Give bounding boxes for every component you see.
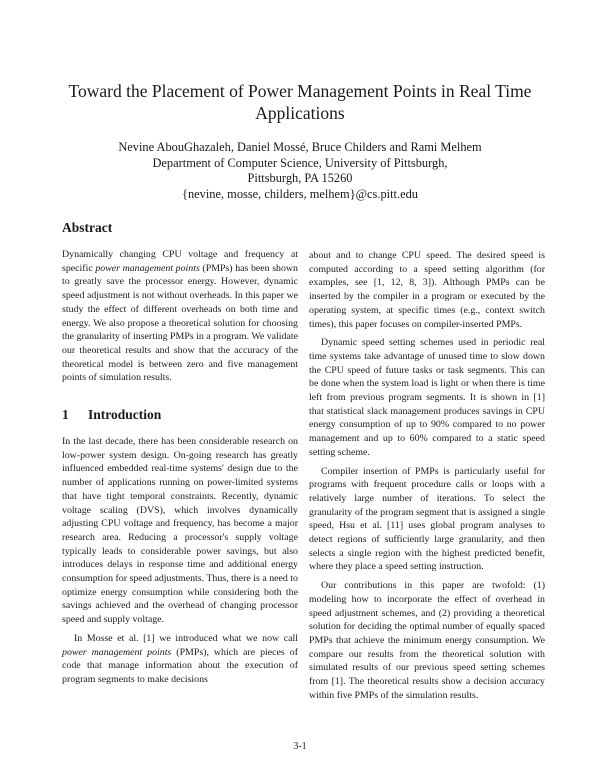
section-heading-introduction — [62, 407, 298, 423]
left-column — [62, 220, 298, 687]
intro-paragraph-2: In Mosse et al. [1] we introduced what we now call power management points (PMPs), which are pieces of code that manage information about the execution of program segments to make decisions — [62, 632, 298, 685]
paper-title: Toward the Placement of Power Management Points in Real Time Applications — [68, 81, 532, 123]
abstract-emphasis: power management points — [95, 262, 200, 274]
abstract-text: Dynamically changing CPU voltage and frequency at specific power management points (PMPs) has been shown to greatly save the processor energy. However, dynamic speed adjustment is not without overheads. In this paper we study the effect of different overheads on both time and energy. We also propose a theoretical solution for choosing the granularity of inserting PMPs in a program. We validate our theoretical results and show that the accuracy of the theoretical model is between zero and five management points of simulation results. — [62, 249, 298, 384]
author-block — [40, 140, 560, 202]
section-number: 1 — [62, 407, 69, 423]
intro-emphasis: power management points — [62, 646, 172, 658]
abstract-heading: Abstract — [62, 220, 113, 235]
address: Pittsburgh, PA 15260 — [247, 171, 353, 186]
author-names: Nevine AbouGhazaleh, Daniel Mossé, Bruce Childers and Rami Melhem — [118, 140, 482, 154]
intro-paragraph-1: In the last decade, there has been considerable research on low-power system design. On-going research has greatly influenced embedded real-time systems' design due to the number of applications running on power-limited systems that have tight temporal constraints. Recently, dynamic voltage scaling (DVS), which involves dynamically adjusting CPU voltage and frequency, has become a major research area. Reducing a processor's supply voltage typically leads to considerable power savings, but also introduces delays in response time and additional energy consumption for speed adjustments. Thus, there is a need to optimize energy consumption while considering both the savings achieved and the overhead of changing processor speed and supply voltage. — [62, 436, 298, 626]
intro-paragraph-4: Compiler insertion of PMPs is particularly useful for programs with frequent procedure calls or loops with a relatively large number of iterations. To select the granularity of the program segment that is assigned a single speed, Hsu et al. [11] uses global program analyses to detect regions of sufficiently large granularity, and then selects a single region with the highest predicted benefit, where they place a speed setting instruction. — [309, 465, 545, 573]
author-emails: {nevine, mosse, childers, melhem}@cs.pitt.edu — [182, 186, 418, 201]
intro-paragraph-3: Dynamic speed setting schemes used in periodic real time systems take advantage of unused time to slow down the CPU speed of future tasks or task segments. This can be done when the system load is light or when there is time left from previous program segments. It is shown in [1] that statistical slack management produces savings in CPU energy consumption of up to 90% compared to no power management and up to 60% compared to a static speed setting scheme. — [309, 337, 545, 458]
intro-paragraph-2-continued: about and to change CPU speed. The desired speed is computed according to a speed setting algorithm (for examples, see [1, 12, 8, 3]). Although PMPs can be inserted by the compiler in a program or executed by the operating system, at specific times (e.g., context switch times), this paper focuses on compiler-inserted PMPs. — [309, 250, 545, 330]
affiliation: Department of Computer Science, University of Pittsburgh, — [152, 155, 448, 170]
right-column — [309, 249, 545, 703]
section-title: Introduction — [88, 407, 162, 423]
page-number: 3-1 — [293, 741, 307, 752]
intro-paragraph-5: Our contributions in this paper are twofold: (1) modeling how to incorporate the effect of overhead in speed adjustment schemes, and (2) providing a theoretical solution for deciding the optimal number of equally spaced PMPs that achieve the minimum energy consumption. We compare our results from the theoretical solution with simulated results of our previous speed setting schemes from [1]. The theoretical results show a decision accuracy within five PMPs of the simulation results. — [309, 580, 545, 701]
